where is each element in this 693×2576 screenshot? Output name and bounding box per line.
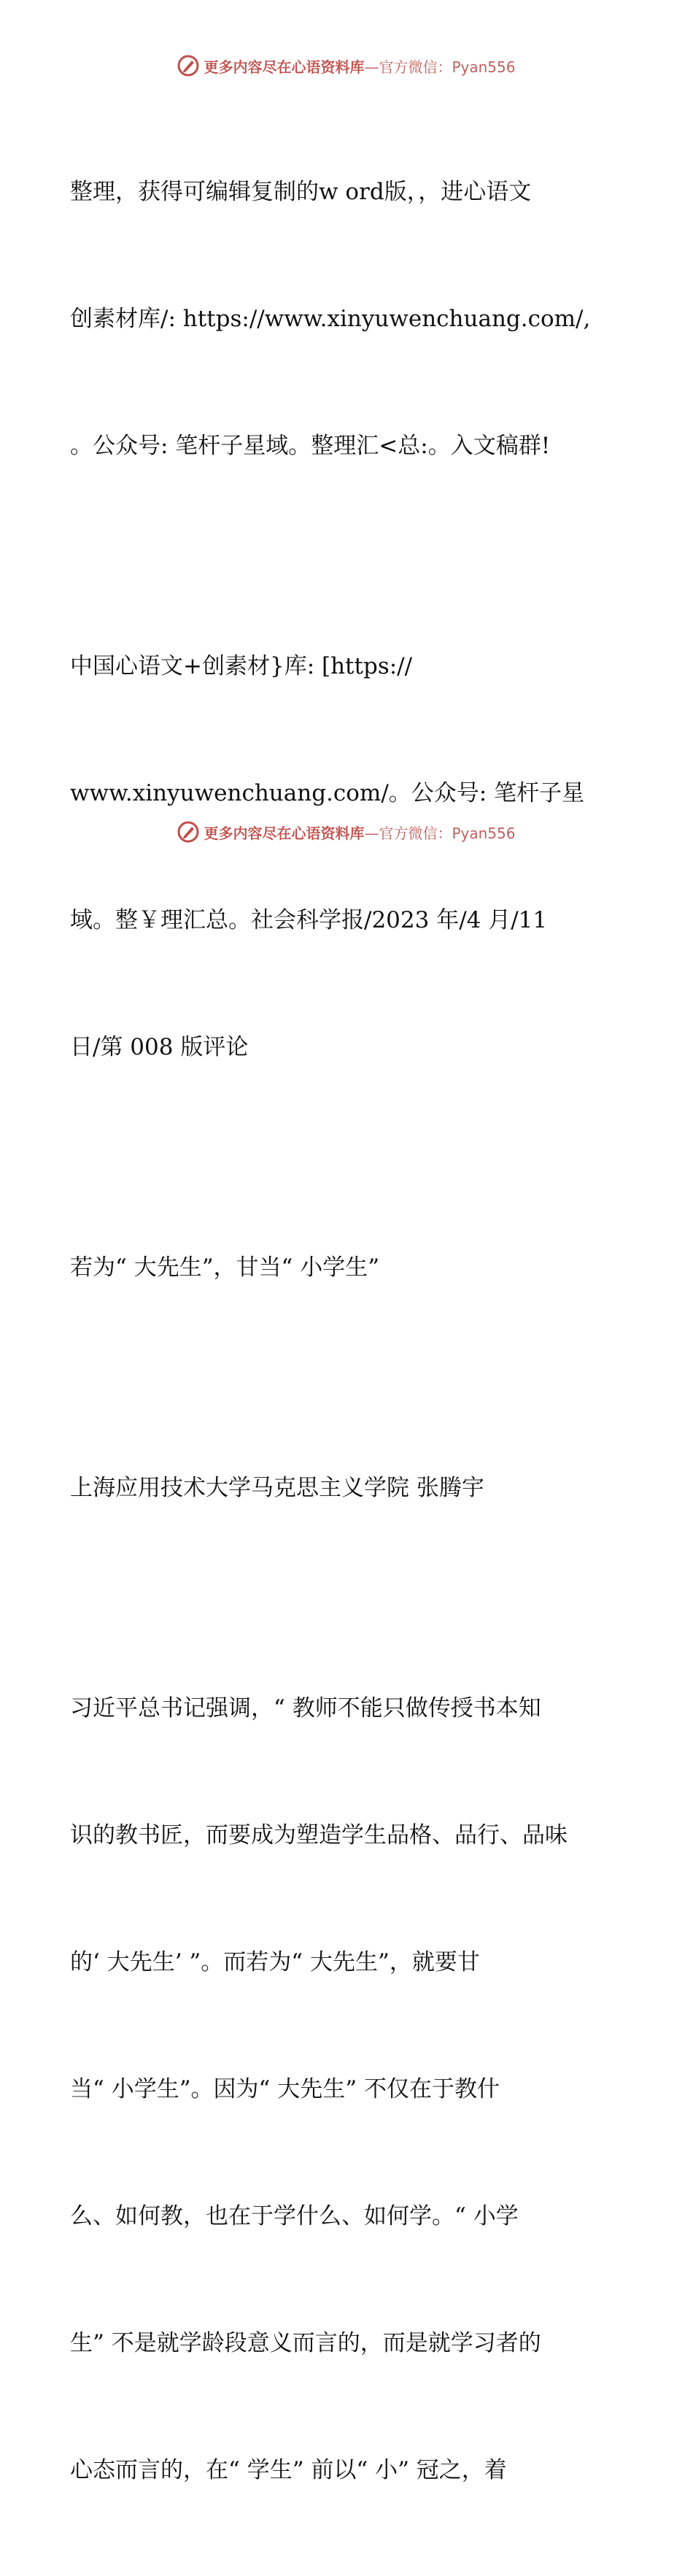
text-line: 中国心语文+创素材}库: [https:// xyxy=(70,653,413,679)
document-body xyxy=(70,86,624,2576)
pen-logo-icon xyxy=(177,55,199,77)
text-line: 生” 不是就学龄段意义而言的，而是就学习者的 xyxy=(70,2330,541,2356)
text-line: 当“ 小学生”。因为“ 大先生” 不仅在于教什 xyxy=(70,2076,500,2102)
header-banner xyxy=(0,51,693,80)
banner-wechat: —官方微信：Pyan556 xyxy=(364,58,516,76)
text-line: 创素材库/: https://www.xinyuwenchuang.com/, xyxy=(70,306,591,332)
banner-wechat: —官方微信：Pyan556 xyxy=(364,824,516,842)
article-author xyxy=(70,1382,624,1594)
paragraph-intro-2 xyxy=(70,560,624,1153)
banner-text: 更多内容尽在心语资料库—官方微信：Pyan556 xyxy=(204,824,516,842)
paragraph-body-1 xyxy=(70,1603,624,2576)
text-line: 域。整￥理汇总。社会科学报/2023 年/4 月/11 xyxy=(70,907,548,933)
pen-logo-icon xyxy=(177,821,199,843)
text-line: www.xinyuwenchuang.com/。公众号: 笔杆子星 xyxy=(70,780,585,806)
author-line: 上海应用技术大学马克思主义学院 张腾宇 xyxy=(70,1475,484,1501)
text-line: 日/第 008 版评论 xyxy=(70,1034,249,1060)
text-line: 么、如何教，也在于学什么、如何学。“ 小学 xyxy=(70,2203,519,2229)
text-line: 心态而言的，在“ 学生” 前以“ 小” 冠之，着 xyxy=(70,2457,507,2483)
title-line: 若为“ 大先生”，甘当“ 小学生” xyxy=(70,1254,380,1281)
text-line: 的‘ 大先生’ ”。而若为“ 大先生”，就要甘 xyxy=(70,1949,480,1975)
article-title xyxy=(70,1162,624,1373)
paragraph-intro-1 xyxy=(70,86,624,552)
text-line: 习近平总书记强调，“ 教师不能只做传授书本知 xyxy=(70,1695,541,1721)
banner-text: 更多内容尽在心语资料库—官方微信：Pyan556 xyxy=(204,58,516,76)
footer-banner xyxy=(0,817,693,847)
text-line: 整理，获得可编辑复制的w ord版，，进心语文 xyxy=(70,179,532,205)
text-line: 。公众号: 笔杆子星域。整理汇<总:。入文稿群! xyxy=(70,433,551,459)
text-line: 识的教书匠，而要成为塑造学生品格、品行、品味 xyxy=(70,1822,568,1848)
